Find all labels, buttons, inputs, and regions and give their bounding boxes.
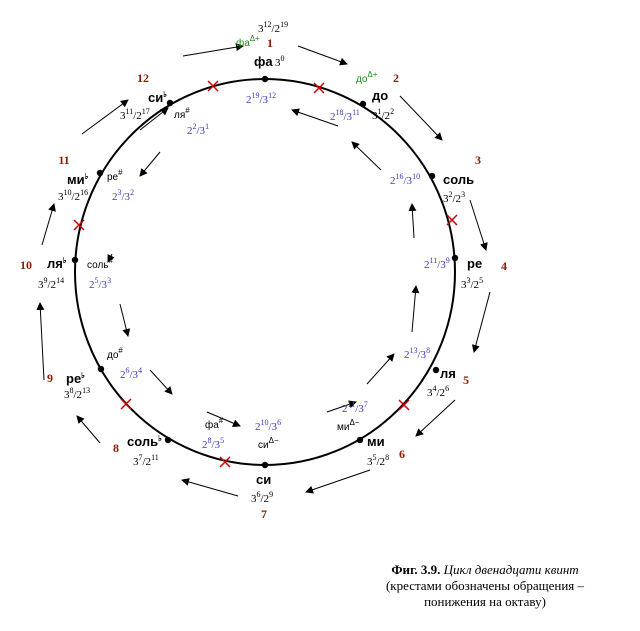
note-dot	[357, 437, 363, 443]
caption-title: Цикл двенадцати квинт	[440, 562, 579, 577]
note-name: соль	[443, 172, 475, 187]
inner-ratio: $2^{18}/3^{11}$	[330, 108, 360, 123]
position-number: 1	[267, 36, 273, 50]
fifth-step-arrow	[183, 46, 243, 56]
inversion-cross-marker	[121, 399, 131, 409]
fifth-step-arrow	[400, 96, 442, 140]
outer-ratio: $3^5/2^8$	[367, 453, 390, 468]
fifth-position-10	[20, 256, 114, 291]
outer-ratio: $3^0$	[275, 54, 285, 69]
inner-ratio: $2^8/3^5$	[202, 436, 225, 451]
outer-ratio: $3^3/2^5$	[461, 276, 484, 291]
enharmonic-label: $ми^{\Delta-}$	[337, 418, 360, 433]
enharmonic-label: ре#	[107, 168, 123, 183]
fifth-position-12	[120, 71, 209, 137]
inner-ratio: $2^{13}/3^8$	[404, 346, 431, 361]
position-number: 3	[475, 153, 481, 167]
position-number: 9	[47, 371, 53, 385]
fifth-step-arrow	[77, 416, 100, 443]
fifth-step-arrow	[306, 470, 370, 492]
fifth-step-arrow	[182, 480, 238, 496]
outer-ratio: $3^1/2^2$	[372, 107, 395, 122]
position-number: 4	[501, 259, 507, 273]
position-number: 10	[20, 258, 32, 272]
note-name: до	[372, 88, 389, 103]
fifth-step-arrow	[150, 370, 172, 394]
inner-ratio: $2^3/3^2$	[112, 188, 135, 203]
fifth-position-6	[337, 400, 405, 468]
fifth-position-4	[424, 256, 507, 291]
inner-ratio: $2^2/3^1$	[187, 122, 210, 137]
enharmonic-label: до#	[107, 346, 123, 361]
fifth-step-arrow	[140, 152, 160, 176]
outer-ratio: $3^{10}/2^{16}$	[58, 188, 89, 203]
fifths-circle	[75, 79, 455, 465]
comma-ratio: $3^{12}/2^{19}$	[258, 20, 289, 35]
inner-ratio: $2^{11}/3^7$	[342, 400, 368, 415]
note-dot	[98, 366, 104, 372]
fifth-step-arrow	[42, 204, 54, 245]
note-dot	[452, 255, 458, 261]
outer-ratio: $3^9/2^{14}$	[38, 276, 65, 291]
note-dot	[262, 462, 268, 468]
fifth-step-arrow	[474, 292, 490, 352]
caption-figure-number: Фиг. 3.9.	[391, 562, 441, 577]
fifth-step-arrow	[352, 142, 381, 170]
note-name: си♭	[148, 90, 168, 105]
outer-ratio: $3^6/2^9$	[251, 490, 274, 505]
position-number: 7	[261, 507, 267, 521]
position-number: 5	[463, 373, 469, 387]
fifth-position-3	[390, 153, 481, 205]
note-dot	[429, 173, 435, 179]
enharmonic-label: ля#	[174, 106, 190, 121]
note-dot	[97, 170, 103, 176]
fifth-step-arrow	[40, 303, 44, 380]
fifth-step-arrow	[412, 204, 414, 238]
outer-ratio: $3^8/2^{13}$	[64, 386, 91, 401]
note-name: ми	[367, 434, 385, 449]
position-number: 8	[113, 441, 119, 455]
inner-ratio: $2^{19}/3^{12}$	[246, 91, 277, 106]
note-dot	[165, 437, 171, 443]
outer-ratio: $3^4/2^6$	[427, 384, 450, 399]
note-name: соль♭	[127, 434, 162, 449]
note-dot	[72, 257, 78, 263]
inner-ratio: $2^6/3^4$	[120, 366, 143, 381]
fifth-step-arrow	[298, 46, 347, 64]
note-name: ре♭	[66, 371, 85, 386]
inner-ratio: $2^{16}/3^{10}$	[390, 172, 421, 187]
note-dot	[433, 367, 439, 373]
raised-enharmonic-label: $фа^{\Delta+}$	[236, 34, 260, 49]
outer-ratio: $3^{11}/2^{17}$	[120, 107, 150, 122]
enharmonic-label: $си^{\Delta-}$	[258, 436, 279, 451]
note-name: ми♭	[67, 172, 89, 187]
fifth-step-arrow	[120, 304, 128, 336]
fifth-position-9	[47, 346, 142, 401]
inner-ratio: $2^{10}/3^6$	[255, 418, 282, 433]
raised-enharmonic-label: $до^{\Delta+}$	[356, 70, 378, 85]
fifth-position-7	[251, 418, 281, 521]
position-number: 12	[137, 71, 149, 85]
fifth-step-arrow	[470, 200, 486, 250]
enharmonic-label: фа#	[205, 416, 224, 431]
note-name: ля♭	[47, 256, 67, 271]
outer-ratio: $3^2/2^3$	[443, 190, 466, 205]
inner-ratio: $2^{11}/3^9$	[424, 256, 450, 271]
fifth-step-arrow	[416, 400, 455, 436]
inner-ratio: $2^5/3^3$	[89, 276, 112, 291]
fifth-position-11	[58, 153, 134, 203]
position-number: 2	[393, 71, 399, 85]
figure-caption	[340, 562, 630, 610]
note-dot	[167, 100, 173, 106]
enharmonic-label: соль#	[87, 256, 113, 271]
note-name: ре	[467, 256, 483, 271]
note-name: фа	[254, 54, 273, 69]
fifth-step-arrow	[412, 286, 416, 332]
caption-line-3: понижения на октаву)	[424, 594, 546, 609]
note-name: си	[256, 472, 272, 487]
caption-line-2: (крестами обозначены обращения –	[385, 578, 585, 593]
inversion-cross-marker	[399, 400, 409, 410]
note-name: ля	[440, 366, 456, 381]
outer-ratio: $3^7/2^{11}$	[133, 453, 159, 468]
note-dot	[360, 101, 366, 107]
fifth-position-1	[246, 20, 288, 106]
position-number: 6	[399, 447, 405, 461]
fifth-step-arrow	[367, 354, 394, 384]
note-dot	[262, 76, 268, 82]
position-number: 11	[58, 153, 70, 167]
